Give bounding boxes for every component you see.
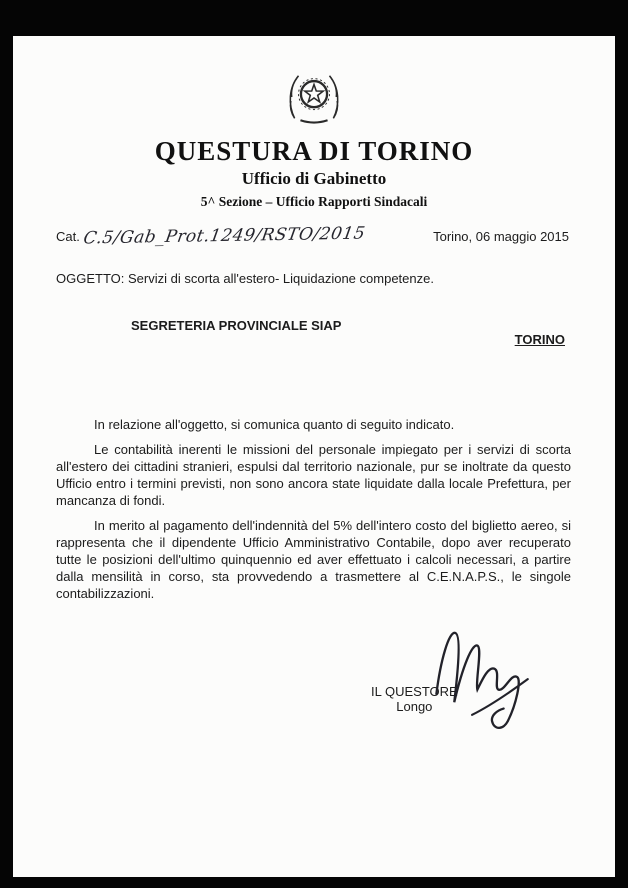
italian-republic-emblem-icon	[284, 68, 344, 128]
paragraph-indennita: In merito al pagamento dell'indennità del 5% dell'intero costo del biglietto aereo, si rappresenta che il dipendente Ufficio Amministrativo Contabile, dopo aver recuperato tutte le posizioni dell'ultimo quinquennio ed aver effettuato i calcoli necessari, a partire dalla mensilità in corso, sta provvedendo a trasmettere al C.E.N.A.P.S., le singole contabilizzazioni.	[56, 518, 571, 601]
letter-page	[13, 36, 615, 877]
section-line: 5^ Sezione – Ufficio Rapporti Sindacali	[200, 194, 428, 209]
cat-label: Cat.	[56, 229, 80, 244]
subject-line: OGGETTO: Servizi di scorta all'estero- Liquidazione competenze.	[56, 271, 434, 286]
paragraph-liquidazione: Le contabilità inerenti le missioni del personale impiegato per i servizi di scorta all'estero dei cittadini stranieri, espulsi dal territorio nazionale, pur se inoltrate da questo Ufficio entro i termini previsti, non sono ancora state liquidate dalla locale Prefettura, per mancanza di fondi.	[56, 442, 571, 508]
org-title: QUESTURA DI TORINO	[154, 136, 474, 166]
signature-name: Longo	[396, 699, 433, 714]
paragraph-intro: In relazione all'oggetto, si comunica quanto di seguito indicato.	[94, 417, 455, 432]
signature-title: IL QUESTORE	[371, 684, 458, 699]
reference-row	[13, 223, 615, 249]
protocol-handwritten: C.5/Gab_Prot.1249/RSTO/2015	[81, 223, 367, 249]
recipient: SEGRETERIA PROVINCIALE SIAP	[131, 318, 342, 333]
signature-block	[13, 648, 615, 758]
recipient-row	[13, 318, 615, 350]
letter-body	[13, 416, 615, 602]
protocol-group	[56, 223, 367, 249]
handwritten-signature-icon	[428, 616, 533, 736]
recipient-city: TORINO	[514, 332, 565, 347]
office-subtitle: Ufficio di Gabinetto	[241, 169, 387, 188]
place-date: Torino, 06 maggio 2015	[433, 229, 569, 244]
